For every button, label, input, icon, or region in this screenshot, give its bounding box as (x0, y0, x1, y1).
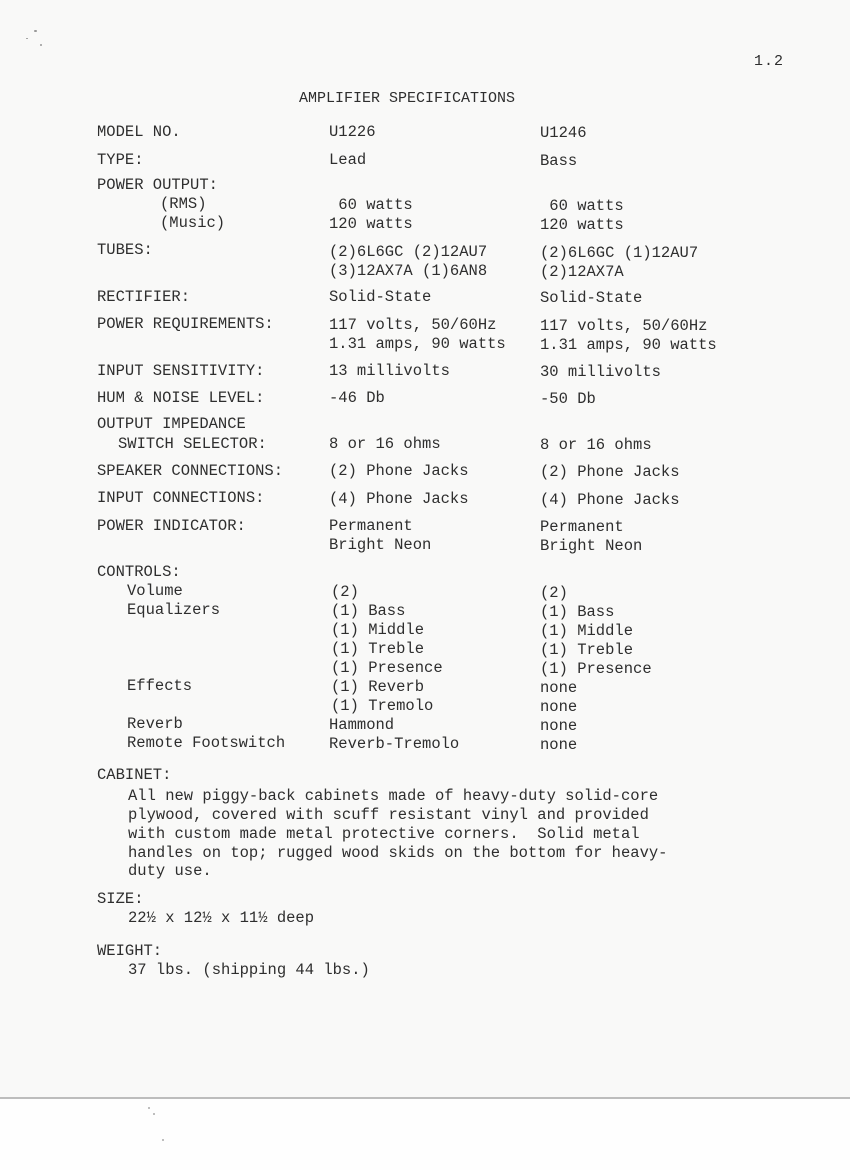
eq-b-bass: (1) Bass (540, 603, 615, 621)
input-sensitivity-b: 30 millivolts (540, 363, 661, 381)
eq-a-bass: (1) Bass (331, 602, 406, 620)
input-sensitivity-label: INPUT SENSITIVITY: (97, 362, 265, 380)
effects-a-reverb: (1) Reverb (331, 678, 425, 696)
footswitch-a: Reverb-Tremolo (329, 735, 460, 753)
power-req-b-1: 117 volts, 50/60Hz (540, 317, 708, 335)
paper-speck (26, 38, 28, 39)
speaker-connections-a: (2) Phone Jacks (329, 462, 469, 480)
power-output-label: POWER OUTPUT: (97, 176, 218, 194)
reverb-label: Reverb (127, 715, 183, 733)
type-label: TYPE: (97, 151, 144, 169)
power-indicator-label: POWER INDICATOR: (97, 517, 246, 535)
power-req-label: POWER REQUIREMENTS: (97, 315, 274, 333)
size-value: 22½ x 12½ x 11½ deep (128, 909, 315, 927)
rectifier-label: RECTIFIER: (97, 288, 191, 306)
cabinet-line-1: All new piggy-back cabinets made of heavy-duty solid-core (128, 787, 659, 805)
model-no-label: MODEL NO. (97, 123, 181, 141)
rectifier-b: Solid-State (540, 289, 643, 307)
rms-a: 60 watts (329, 196, 413, 214)
power-req-b-2: 1.31 amps, 90 watts (540, 336, 717, 354)
tubes-a-2: (3)12AX7A (1)6AN8 (329, 262, 488, 280)
type-a: Lead (329, 151, 367, 169)
input-connections-b: (4) Phone Jacks (540, 491, 680, 509)
cabinet-line-4: handles on top; rugged wood skids on the bottom for heavy- (128, 844, 668, 862)
music-label: (Music) (160, 214, 226, 232)
volume-a: (2) (331, 583, 359, 601)
paper-speck (162, 1139, 164, 1141)
model-a: U1226 (329, 123, 376, 141)
rms-b: 60 watts (540, 197, 624, 215)
power-req-a-1: 117 volts, 50/60Hz (329, 316, 497, 334)
paper-speck (34, 30, 37, 32)
effects-b-1: none (540, 679, 578, 697)
model-b: U1246 (540, 124, 587, 142)
effects-b-2: none (540, 698, 578, 716)
scan-background (0, 1099, 850, 1170)
power-indicator-b-1: Permanent (540, 518, 624, 536)
equalizers-label: Equalizers (127, 601, 221, 619)
footswitch-b: none (540, 736, 578, 754)
cabinet-line-5: duty use. (128, 862, 212, 880)
hum-noise-a: -46 Db (329, 389, 385, 407)
paper-speck (153, 1113, 155, 1115)
output-impedance-label: OUTPUT IMPEDANCE (97, 415, 246, 433)
switch-selector-label: SWITCH SELECTOR: (118, 435, 267, 453)
cabinet-label: CABINET: (97, 766, 172, 784)
page-number: 1.2 (754, 53, 785, 70)
effects-label: Effects (127, 677, 193, 695)
eq-b-middle: (1) Middle (540, 622, 634, 640)
rms-label: (RMS) (160, 195, 207, 213)
rectifier-a: Solid-State (329, 288, 432, 306)
eq-a-presence: (1) Presence (331, 659, 443, 677)
tubes-a-1: (2)6L6GC (2)12AU7 (329, 243, 488, 261)
power-indicator-a-1: Permanent (329, 517, 413, 535)
reverb-b: none (540, 717, 578, 735)
music-b: 120 watts (540, 216, 624, 234)
weight-label: WEIGHT: (97, 942, 163, 960)
hum-noise-label: HUM & NOISE LEVEL: (97, 389, 265, 407)
tubes-b-1: (2)6L6GC (1)12AU7 (540, 244, 699, 262)
paper-speck (148, 1107, 150, 1109)
speaker-connections-label: SPEAKER CONNECTIONS: (97, 462, 284, 480)
cabinet-line-2: plywood, covered with scuff resistant vinyl and provided (128, 806, 649, 824)
volume-b: (2) (540, 584, 568, 602)
reverb-a: Hammond (329, 716, 395, 734)
power-req-a-2: 1.31 amps, 90 watts (329, 335, 506, 353)
paper-speck (40, 44, 42, 46)
size-label: SIZE: (97, 890, 144, 908)
tubes-b-2: (2)12AX7A (540, 263, 624, 281)
controls-label: CONTROLS: (97, 563, 181, 581)
type-b: Bass (540, 152, 578, 170)
page-title: AMPLIFIER SPECIFICATIONS (299, 90, 516, 107)
tubes-label: TUBES: (97, 241, 153, 259)
power-indicator-b-2: Bright Neon (540, 537, 643, 555)
footswitch-label: Remote Footswitch (127, 734, 286, 752)
eq-a-middle: (1) Middle (331, 621, 425, 639)
output-impedance-b: 8 or 16 ohms (540, 436, 652, 454)
output-impedance-a: 8 or 16 ohms (329, 435, 441, 453)
volume-label: Volume (127, 582, 183, 600)
eq-b-treble: (1) Treble (540, 641, 634, 659)
cabinet-line-3: with custom made metal protective corners. Solid metal (128, 825, 640, 843)
effects-a-tremolo: (1) Tremolo (331, 697, 434, 715)
hum-noise-b: -50 Db (540, 390, 596, 408)
input-connections-label: INPUT CONNECTIONS: (97, 489, 265, 507)
eq-a-treble: (1) Treble (331, 640, 425, 658)
speaker-connections-b: (2) Phone Jacks (540, 463, 680, 481)
input-connections-a: (4) Phone Jacks (329, 490, 469, 508)
input-sensitivity-a: 13 millivolts (329, 362, 450, 380)
power-indicator-a-2: Bright Neon (329, 536, 432, 554)
eq-b-presence: (1) Presence (540, 660, 652, 678)
weight-value: 37 lbs. (shipping 44 lbs.) (128, 961, 370, 979)
music-a: 120 watts (329, 215, 413, 233)
